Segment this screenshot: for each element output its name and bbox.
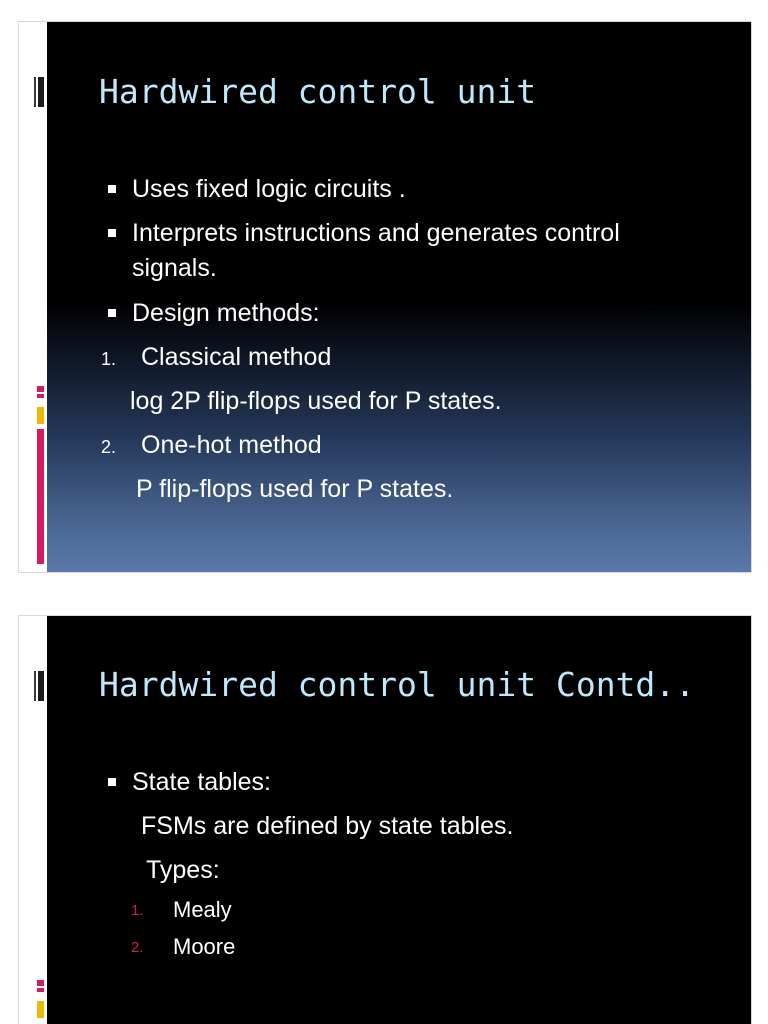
bullet-text: Interprets instructions and generates control <box>132 219 620 247</box>
accent-bar-yellow <box>37 407 44 424</box>
accent-bar-yellow <box>37 1001 44 1018</box>
title-marker-icon <box>34 77 44 107</box>
bullet-square-icon <box>108 229 116 237</box>
bullet-text-continuation: signals. <box>132 254 217 282</box>
method-detail: P flip-flops used for P states. <box>136 475 454 503</box>
type-item: Moore <box>173 934 236 959</box>
title-marker-icon <box>34 671 44 701</box>
list-number: 1. <box>101 349 117 369</box>
list-number: 2. <box>131 939 144 956</box>
method-detail: log 2P flip-flops used for P states. <box>130 387 502 415</box>
bullet-square-icon <box>108 185 116 193</box>
slide-title: Hardwired control unit Contd.. <box>99 665 696 704</box>
body-text: Types: <box>146 856 220 884</box>
bullet-text: Design methods: <box>132 299 320 327</box>
body-text: FSMs are defined by state tables. <box>141 812 514 840</box>
list-number: 2. <box>101 437 117 457</box>
method-name: Classical method <box>141 343 332 371</box>
accent-bar-pink <box>37 980 44 992</box>
bullet-text: Uses fixed logic circuits . <box>132 175 406 203</box>
accent-bar-pink <box>37 386 44 398</box>
bullet-text: State tables: <box>132 768 271 796</box>
slide-1 <box>18 21 752 573</box>
type-item: Mealy <box>173 897 232 922</box>
accent-bar-pink-long <box>37 429 44 564</box>
slide-2 <box>18 615 752 1024</box>
bullet-square-icon <box>108 309 116 317</box>
bullet-square-icon <box>108 778 116 786</box>
slide-title: Hardwired control unit <box>99 72 537 111</box>
list-number: 1. <box>131 902 144 919</box>
method-name: One-hot method <box>141 431 322 459</box>
